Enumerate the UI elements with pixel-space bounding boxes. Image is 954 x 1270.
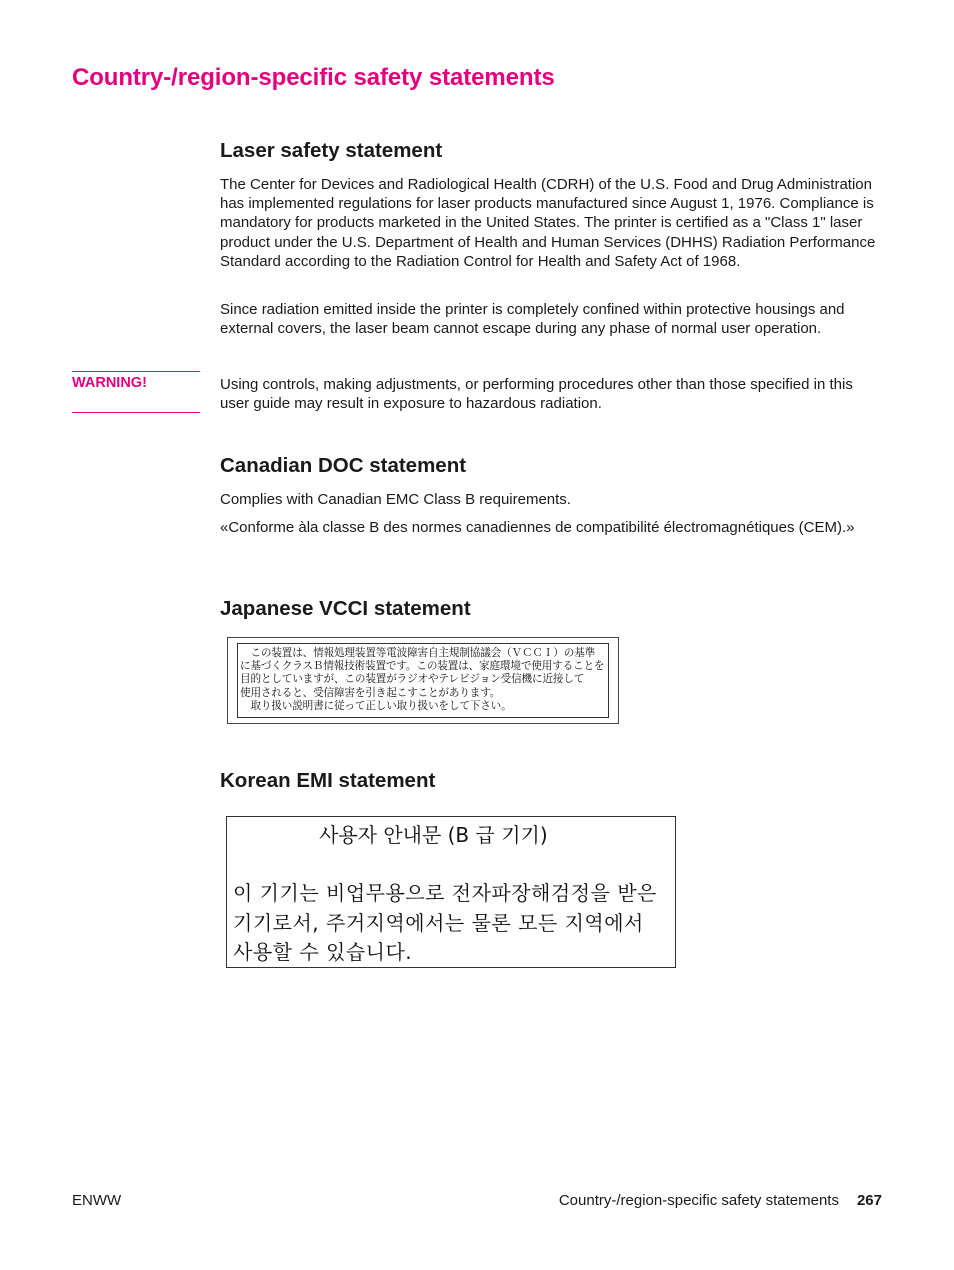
canadian-doc-paragraph-1: Complies with Canadian EMC Class B requirements.	[220, 491, 571, 508]
japanese-vcci-line: 使用されると、受信障害を引き起こすことがあります。	[240, 686, 501, 699]
korean-emi-line: 이 기기는 비업무용으로 전자파장해검정을 받은	[233, 881, 657, 905]
warning-label: WARNING!	[72, 375, 147, 391]
japanese-vcci-text-frame	[237, 643, 609, 718]
korean-emi-title: 사용자 안내문 (B 급 기기)	[319, 823, 548, 847]
page-title: Country-/region-specific safety statements	[72, 64, 555, 91]
japanese-vcci-line: 取り扱い説明書に従って正しい取り扱いをして下さい。	[240, 699, 512, 712]
laser-safety-paragraph-2: Since radiation emitted inside the printer is completely confined within protective housings and external covers, the laser beam cannot escape during any phase of normal user operation.	[220, 301, 845, 338]
japanese-vcci-statement-image	[227, 637, 619, 724]
korean-emi-statement-image	[226, 816, 676, 968]
warning-top-rule	[72, 371, 200, 372]
korean-emi-heading: Korean EMI statement	[220, 769, 436, 792]
japanese-vcci-line: 目的としていますが、この装置がラジオやテレビジョン受信機に近接して	[240, 673, 585, 686]
warning-bottom-rule	[72, 412, 200, 413]
japanese-vcci-line: この装置は、情報処理装置等電波障害自主規制協議会（ＶＣＣＩ）の基準	[240, 647, 596, 659]
footer-left-label: ENWW	[72, 1192, 122, 1209]
footer-section-title: Country-/region-specific safety statements	[558, 1192, 839, 1209]
laser-safety-paragraph-1: The Center for Devices and Radiological Health (CDRH) of the U.S. Food and Drug Administration has implemented regulations for laser products manufactured since August 1, 1976. Compliance is mandatory for products marketed in the United States. The printer is certified as a "Class 1" laser product under the U.S. Department of Health and Human Services (DHHS) Radiation Performance Standard according to the Radiation Control for Health and Safety Act of 1968.	[220, 176, 876, 270]
laser-safety-heading: Laser safety statement	[220, 139, 443, 162]
japanese-vcci-heading: Japanese VCCI statement	[220, 597, 471, 620]
canadian-doc-paragraph-2: «Conforme àla classe B des normes canadiennes de compatibilité électromagnétiques (CEM).»	[220, 519, 855, 536]
korean-emi-line: 사용할 수 있습니다.	[233, 940, 413, 964]
warning-text: Using controls, making adjustments, or performing procedures other than those specified in this user guide may result in exposure to hazardous radiation.	[220, 376, 853, 413]
korean-emi-line: 기기로서, 주거지역에서는 물론 모든 지역에서	[233, 911, 644, 935]
footer-page-number: 267	[856, 1192, 882, 1209]
footer-right	[559, 1192, 882, 1209]
canadian-doc-heading: Canadian DOC statement	[220, 454, 467, 477]
japanese-vcci-line: に基づくクラスＢ情報技術装置です。この装置は、家庭環境で使用することを	[240, 660, 605, 673]
